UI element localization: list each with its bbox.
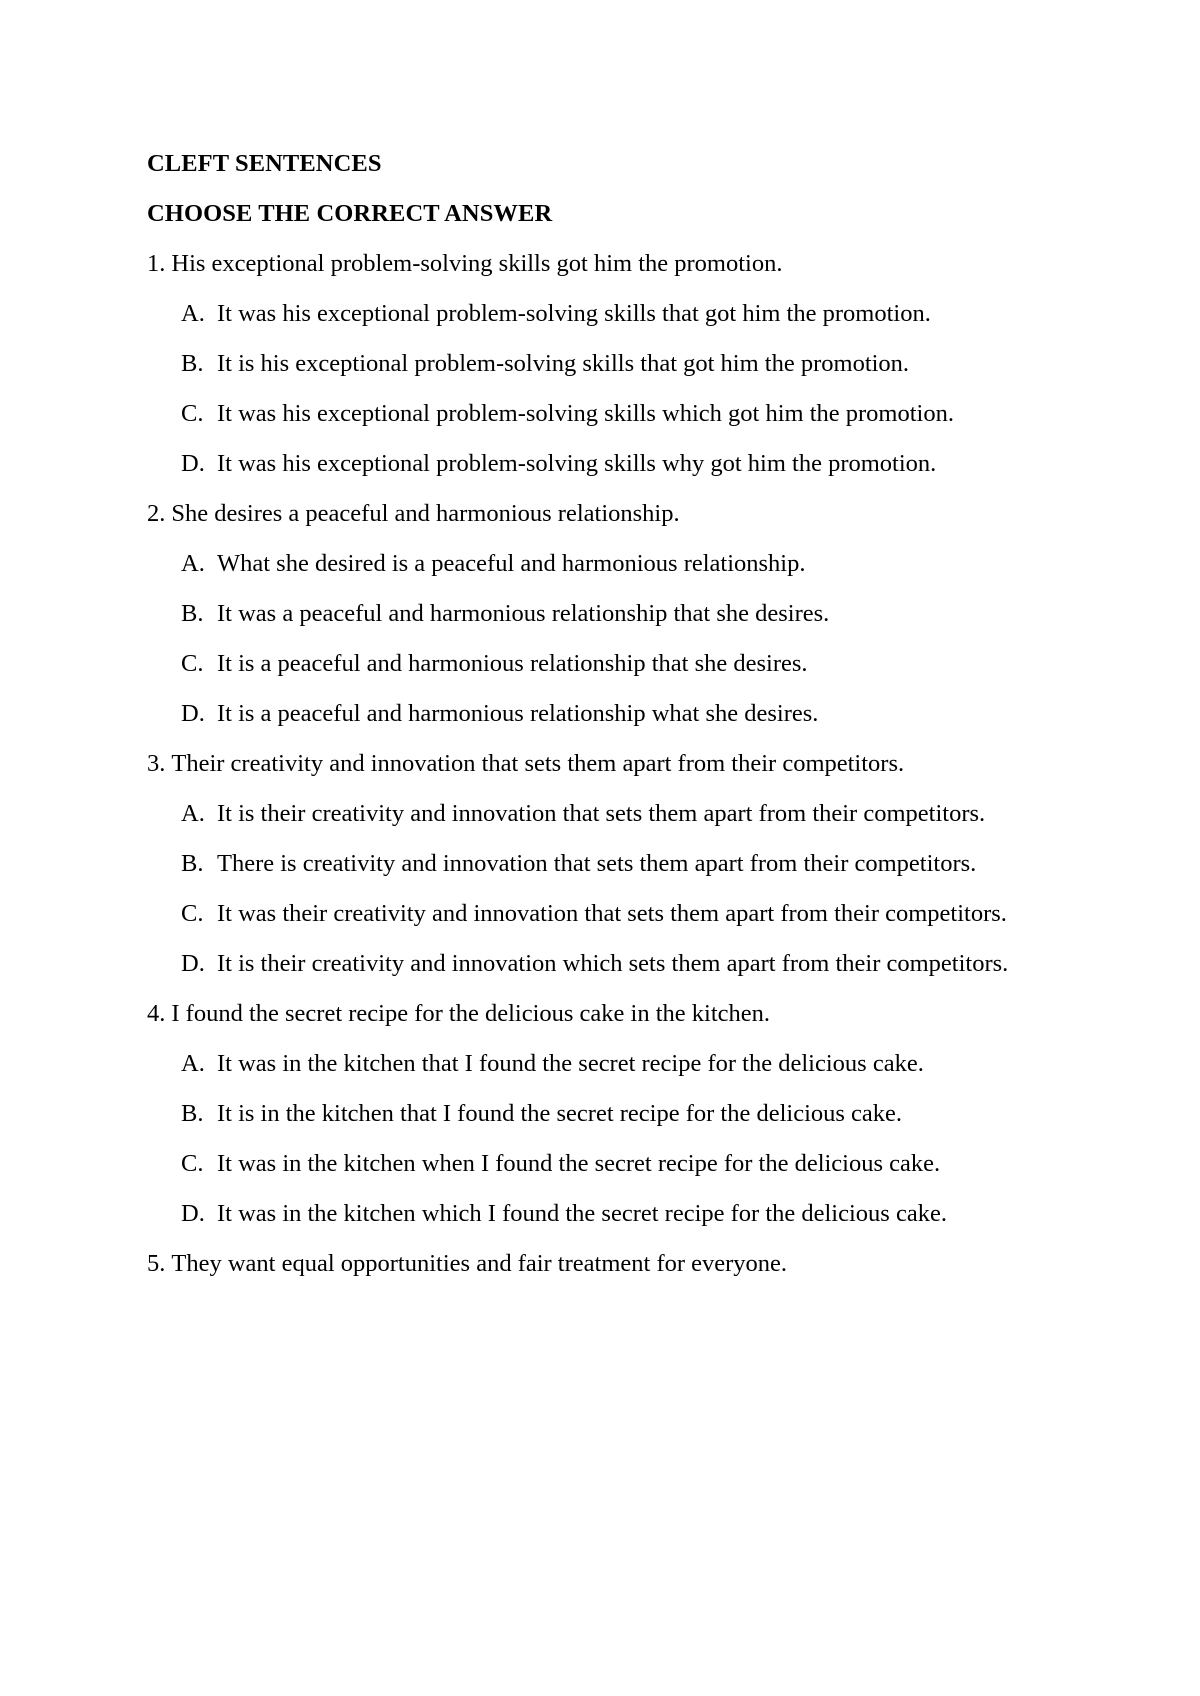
option-1b	[147, 346, 1059, 381]
option-3b	[147, 846, 1059, 881]
question-number: 2.	[147, 500, 166, 527]
options-list-3	[147, 796, 1059, 981]
option-text: It is a peaceful and harmonious relationship that she desires.	[217, 650, 808, 677]
question-text: They want equal opportunities and fair treatment for everyone.	[171, 1250, 788, 1277]
option-1d	[147, 446, 1059, 481]
option-4b	[147, 1096, 1059, 1131]
option-text: It was his exceptional problem-solving skills that got him the promotion.	[217, 300, 931, 327]
question-number: 4.	[147, 1000, 166, 1027]
question-number: 5.	[147, 1250, 166, 1277]
option-3a	[147, 796, 1059, 831]
options-list-1	[147, 296, 1059, 481]
option-label: B.	[181, 350, 204, 377]
question-4	[147, 996, 1059, 1031]
option-label: B.	[181, 1100, 204, 1127]
options-list-4	[147, 1046, 1059, 1231]
options-list-2	[147, 546, 1059, 731]
question-2	[147, 496, 1059, 531]
option-text: What she desired is a peaceful and harmonious relationship.	[217, 550, 806, 577]
option-2a	[147, 546, 1059, 581]
option-2d	[147, 696, 1059, 731]
option-label: B.	[181, 600, 204, 627]
instruction-heading: CHOOSE THE CORRECT ANSWER	[147, 200, 553, 227]
option-2b	[147, 596, 1059, 631]
option-text: It was his exceptional problem-solving skills which got him the promotion.	[217, 400, 954, 427]
option-label: A.	[181, 1050, 205, 1077]
option-label: D.	[181, 1200, 205, 1227]
document-page	[147, 146, 1059, 1296]
option-label: A.	[181, 800, 205, 827]
option-label: C.	[181, 650, 204, 677]
option-text: It is their creativity and innovation that sets them apart from their competitors.	[217, 800, 986, 827]
option-text: It was a peaceful and harmonious relationship that she desires.	[217, 600, 830, 627]
option-1c	[147, 396, 1059, 431]
option-label: A.	[181, 550, 205, 577]
option-label: D.	[181, 450, 205, 477]
option-2c	[147, 646, 1059, 681]
question-3	[147, 746, 1059, 781]
option-text: It is in the kitchen that I found the secret recipe for the delicious cake.	[217, 1100, 903, 1127]
option-text: It is a peaceful and harmonious relationship what she desires.	[217, 700, 819, 727]
question-text: Their creativity and innovation that sets them apart from their competitors.	[171, 750, 905, 777]
option-text: It was in the kitchen that I found the secret recipe for the delicious cake.	[217, 1050, 924, 1077]
option-text: There is creativity and innovation that sets them apart from their competitors.	[217, 850, 977, 877]
option-text: It was their creativity and innovation that sets them apart from their competitors.	[217, 900, 1007, 927]
option-label: C.	[181, 900, 204, 927]
option-3d	[147, 946, 1059, 981]
option-4c	[147, 1146, 1059, 1181]
option-label: C.	[181, 1150, 204, 1177]
question-1	[147, 246, 1059, 281]
question-number: 1.	[147, 250, 166, 277]
option-3c	[147, 896, 1059, 931]
option-text: It was in the kitchen when I found the secret recipe for the delicious cake.	[217, 1150, 941, 1177]
question-5	[147, 1246, 1059, 1281]
option-text: It was in the kitchen which I found the secret recipe for the delicious cake.	[217, 1200, 947, 1227]
option-label: D.	[181, 950, 205, 977]
option-1a	[147, 296, 1059, 331]
option-4a	[147, 1046, 1059, 1081]
document-title: CLEFT SENTENCES	[147, 150, 382, 177]
option-label: D.	[181, 700, 205, 727]
question-text: His exceptional problem-solving skills got him the promotion.	[171, 250, 783, 277]
option-label: C.	[181, 400, 204, 427]
option-label: B.	[181, 850, 204, 877]
option-text: It is their creativity and innovation which sets them apart from their competitors.	[217, 950, 1009, 977]
option-text: It was his exceptional problem-solving skills why got him the promotion.	[217, 450, 937, 477]
option-text: It is his exceptional problem-solving skills that got him the promotion.	[217, 350, 910, 377]
question-text: I found the secret recipe for the delicious cake in the kitchen.	[171, 1000, 771, 1027]
question-number: 3.	[147, 750, 166, 777]
option-4d	[147, 1196, 1059, 1231]
question-text: She desires a peaceful and harmonious relationship.	[171, 500, 680, 527]
option-label: A.	[181, 300, 205, 327]
